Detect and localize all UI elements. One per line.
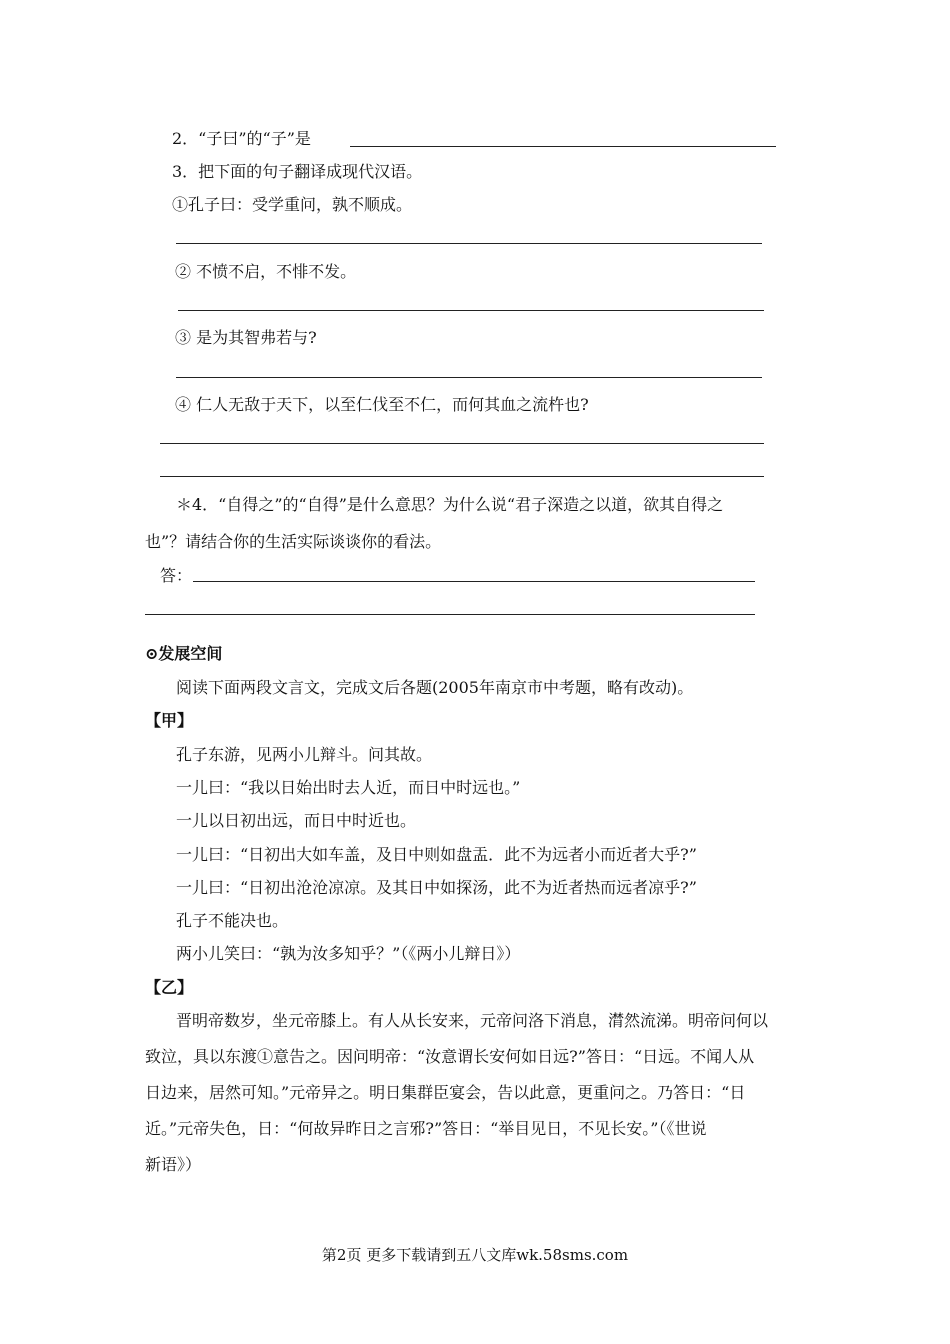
passage-yi-line: 致泣，具以东渡①意告之。因问明帝：“汝意谓长安何如日远?”答日：“日远。不闻人从 xyxy=(145,1047,755,1066)
passage-yi-line: 晋明帝数岁，坐元帝膝上。有人从长安来，元帝问洛下消息，潸然流涕。明帝问何以 xyxy=(176,1011,769,1030)
passage-jia-heading: 【甲】 xyxy=(145,711,194,730)
q3-item-2-answer-line[interactable] xyxy=(178,310,764,311)
passage-jia-line: 一儿曰：“日初出沧沧凉凉。及其日中如探汤，此不为近者热而远者凉乎?” xyxy=(176,878,697,897)
section-intro: 阅读下面两段文言文，完成文后各题(2005年南京市中考题，略有改动)。 xyxy=(176,678,694,697)
passage-jia-line: 一儿以日初出远，而日中时近也。 xyxy=(176,811,417,830)
q3-item-1: ①孔子曰：受学重问，孰不顺成。 xyxy=(172,195,413,214)
q3-item-4-answer-line-1[interactable] xyxy=(160,443,764,444)
q4-text-line-1: ＊4．“自得之”的“自得”是什么意思？为什么说“君子深造之以道，欲其自得之 xyxy=(176,495,724,514)
q3-item-4-answer-line-2[interactable] xyxy=(160,476,764,477)
q4-answer-label: 答： xyxy=(160,566,193,585)
q4-answer-line-2[interactable] xyxy=(145,614,755,615)
q2-answer-line[interactable] xyxy=(350,146,776,147)
passage-jia-line: 两小儿笑曰：“孰为汝多知乎？”（《两小儿辩日》） xyxy=(176,944,521,963)
q3-item-2: ② 不愤不启，不悱不发。 xyxy=(175,262,357,281)
passage-yi-heading: 【乙】 xyxy=(145,978,194,997)
page-footer: 第2页 更多下载请到五八文库wk.58sms.com xyxy=(321,1246,629,1264)
passage-yi-line: 新语》） xyxy=(145,1155,202,1174)
passage-yi-line: 近。”元帝失色，日：“何故异昨日之言邪?”答日：“举目见日，不见长安。”（《世说 xyxy=(145,1119,707,1138)
q2-label: 2．“子曰”的“子”是 xyxy=(172,129,311,148)
q4-text-line-2: 也”？请结合你的生活实际谈谈你的看法。 xyxy=(145,532,442,551)
q4-answer-line-1[interactable] xyxy=(193,581,755,582)
passage-jia-line: 一儿曰：“我以日始出时去人近，而日中时远也。” xyxy=(176,778,521,797)
section-title: ⊙发展空间 xyxy=(145,644,223,663)
passage-jia-line: 孔子不能决也。 xyxy=(176,911,289,930)
passage-yi-line: 日边来，居然可知。”元帝异之。明日集群臣宴会，告以此意，更重问之。乃答日：“日 xyxy=(145,1083,746,1102)
q3-item-4: ④ 仁人无敌于天下，以至仁伐至不仁，而何其血之流杵也? xyxy=(175,395,589,414)
q3-item-3: ③ 是为其智弗若与? xyxy=(175,328,317,347)
q3-item-1-answer-line[interactable] xyxy=(176,243,762,244)
q3-item-3-answer-line[interactable] xyxy=(176,377,762,378)
passage-jia-line: 孔子东游，见两小儿辩斗。问其故。 xyxy=(176,745,433,764)
q3-label: 3．把下面的句子翻译成现代汉语。 xyxy=(172,162,423,181)
passage-jia-line: 一儿曰：“日初出大如车盖，及日中则如盘盂．此不为远者小而近者大乎?” xyxy=(176,845,697,864)
